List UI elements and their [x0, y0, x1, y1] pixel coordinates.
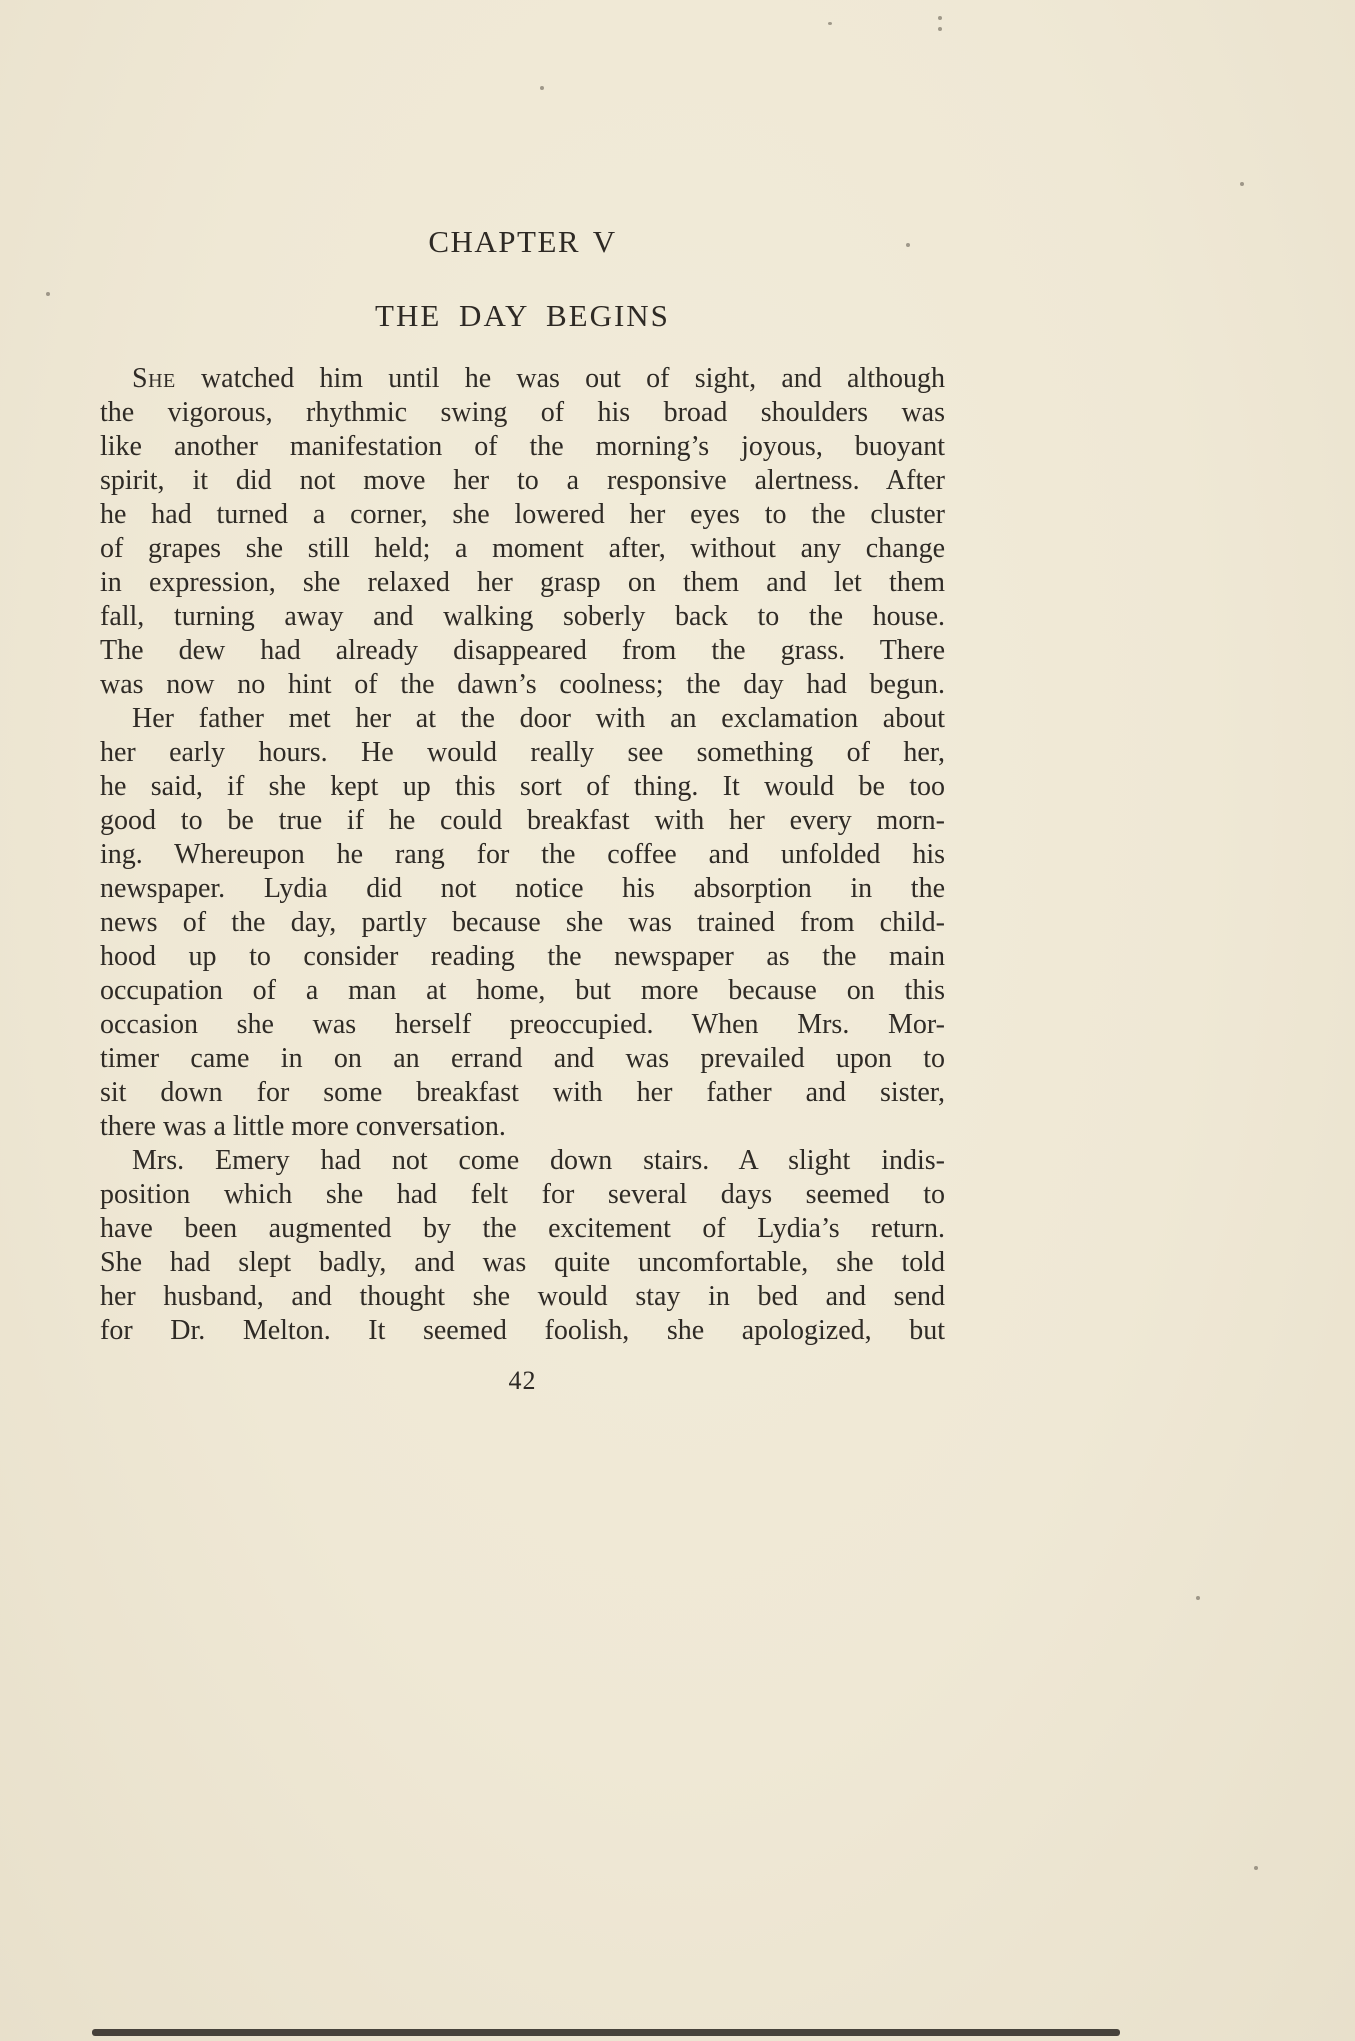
- scan-speck: [828, 22, 832, 25]
- text-line: there was a little more conversation.: [100, 1111, 506, 1142]
- text-line: of grapes she still held; a moment after, without any change: [100, 533, 945, 564]
- text-line: She had slept badly, and was quite uncomfortable, she told: [100, 1247, 945, 1278]
- text-line: occupation of a man at home, but more because on this: [100, 975, 945, 1006]
- text-line: Mrs. Emery had not come down stairs. A slight indis-: [132, 1145, 945, 1176]
- text-line: good to be true if he could breakfast with her every morn-: [100, 805, 945, 836]
- text-line: hood up to consider reading the newspaper as the main: [100, 941, 945, 972]
- text-line: position which she had felt for several days seemed to: [100, 1179, 945, 1210]
- text-line: sit down for some breakfast with her father and sister,: [100, 1077, 945, 1108]
- scan-speck: [938, 16, 942, 20]
- text-line: The dew had already disappeared from the grass. There: [100, 635, 945, 666]
- scan-speck: [46, 292, 50, 296]
- text-line: newspaper. Lydia did not notice his absorption in the: [100, 873, 945, 904]
- text-line: Her father met her at the door with an exclamation about: [132, 703, 945, 734]
- scan-speck: [1240, 182, 1244, 186]
- scan-speck: [540, 86, 544, 90]
- scan-speck: [1254, 1866, 1258, 1870]
- text-line: in expression, she relaxed her grasp on them and let them: [100, 567, 945, 598]
- text-line: spirit, it did not move her to a responsive alertness. After: [100, 465, 945, 496]
- text-line: have been augmented by the excitement of Lydia’s return.: [100, 1213, 945, 1244]
- text-line: he said, if she kept up this sort of thing. It would be too: [100, 771, 945, 802]
- text-line: her early hours. He would really see something of her,: [100, 737, 945, 768]
- lead-small-caps: She: [132, 363, 176, 394]
- text-line: the vigorous, rhythmic swing of his broad shoulders was: [100, 397, 945, 428]
- text-line: he had turned a corner, she lowered her eyes to the cluster: [100, 499, 945, 530]
- scan-speck: [906, 243, 910, 247]
- text-line: was now no hint of the dawn’s coolness; the day had begun.: [100, 669, 945, 700]
- text-line: She watched him until he was out of sight, and although: [132, 363, 945, 394]
- text-line: fall, turning away and walking soberly back to the house.: [100, 601, 945, 632]
- page-number: 42: [508, 1366, 537, 1395]
- scan-edge-artifact: [92, 2029, 1120, 2036]
- text-line: ing. Whereupon he rang for the coffee and unfolded his: [100, 839, 945, 870]
- text-line: for Dr. Melton. It seemed foolish, she apologized, but: [100, 1315, 945, 1346]
- text-line: timer came in on an errand and was prevailed upon to: [100, 1043, 945, 1074]
- body-text: [100, 362, 945, 1348]
- text-line: like another manifestation of the morning’s joyous, buoyant: [100, 431, 945, 462]
- text-line: her husband, and thought she would stay in bed and send: [100, 1281, 945, 1312]
- scan-speck: [938, 27, 942, 31]
- chapter-title: THE DAY BEGINS: [375, 298, 670, 333]
- chapter-heading: CHAPTER V: [428, 224, 617, 259]
- text-line: occasion she was herself preoccupied. When Mrs. Mor-: [100, 1009, 945, 1040]
- text-line: news of the day, partly because she was trained from child-: [100, 907, 945, 938]
- scan-speck: [1196, 1596, 1200, 1600]
